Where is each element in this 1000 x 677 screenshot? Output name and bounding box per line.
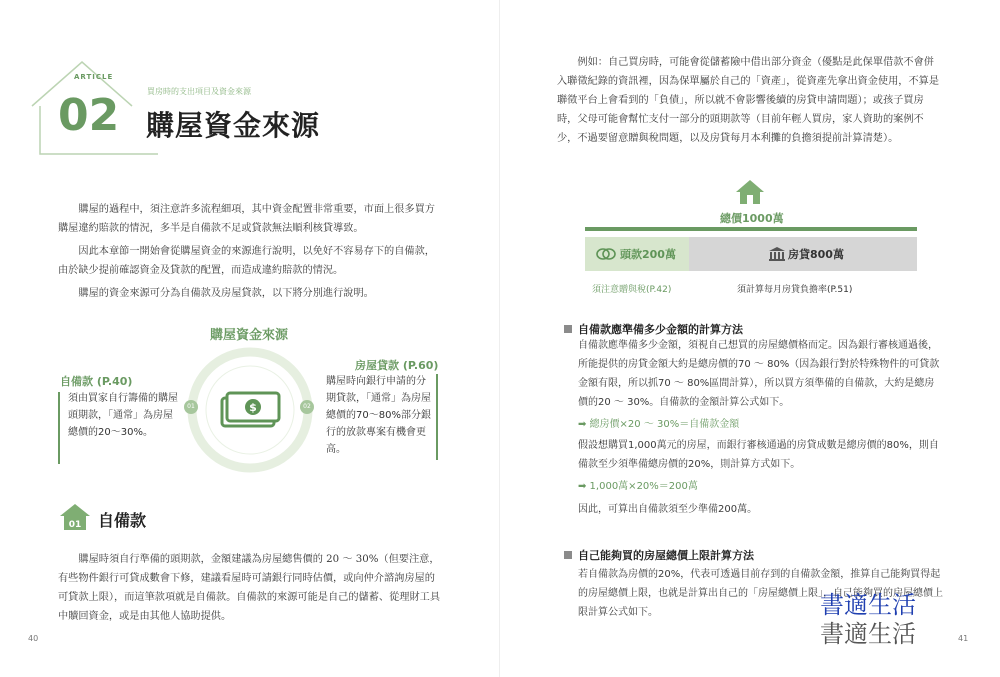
subsection-1-example: 假設想購買1,000萬元的房屋，而銀行審核通過的房貸成數是總房價的80%，則自備款至少須準備總房價的20%，則計算方式如下。 [578, 440, 939, 470]
badge-right: 02 [300, 400, 314, 414]
handshake-icon [596, 247, 616, 261]
watermark-blue: 書適生活 [820, 591, 916, 619]
intro-paragraph: 因此本章節一開始會從購屋資金的來源進行說明，以免好不容易存下的自備款，由於缺少提前確認資金及貸款的配置，而造成違約賠款的情況。 [58, 246, 435, 276]
total-bar-line [585, 227, 917, 231]
svg-text:$: $ [249, 401, 257, 414]
diagram-title: 購屋資金來源 [210, 328, 289, 343]
right-page [500, 0, 1000, 677]
subsection-body-1 [578, 336, 943, 519]
article-number: 02 [58, 90, 120, 141]
subsection-heading-2 [564, 544, 754, 563]
subsection-2-paragraph: 若自備款為房價的20%，代表可透過目前存到的自備款金額，推算自己能夠買得起的房屋總價上限，也就是計算出自己的「房屋總價上限」，自己能夠買的房屋總價上限計算公式如下。 [578, 569, 943, 618]
money-stack-icon [218, 386, 282, 434]
intro-block [58, 200, 443, 303]
section-title: 自備款 [98, 511, 147, 530]
formula-example: ➡ 1,000萬×20%＝200萬 [578, 481, 698, 492]
self-fund-heading: 自備款 (P.40) [60, 375, 133, 388]
downpayment-label: 頭款200萬 [620, 248, 676, 261]
example-paragraph: 例如：自己買房時，可能會從儲蓄險中借出部分資金（優點是此保單借款不會併入聯徵紀錄的資訊裡，因為保單屬於自己的「資產」，從資產先拿出資金使用，不算是聯徵平台上會看到的「負債」，所以就不會影響後續的房貸申請問題）；或孩子買房時，父母可能會幫忙支付一部分的頭期款等（目前年輕人買房，家人資助的案例不少，不過要留意贈與稅問題，以及房貸每月本利攤的負擔須提前計算清楚）。 [557, 57, 940, 144]
square-bullet-icon [564, 551, 572, 559]
intro-paragraph: 購屋的資金來源可分為自備款及房屋貸款，以下將分別進行說明。 [78, 288, 374, 299]
badge-left: 01 [184, 400, 198, 414]
section-paragraph: 購屋時須自行準備的頭期款，金額建議為房屋總售價的 20 ～ 30%（但要注意，有些物件銀行可貸成數會下修，建議看屋時可請銀行同時估價，或向仲介諮詢房屋的可貸款上限），而這筆款項就是自備款。自備款的來源可能是自己的儲蓄、從理財工具中贖回資金，或是由其他人協助提供。 [58, 554, 441, 622]
subsection-1-conclusion: 因此，可算出自備款須至少準備200萬。 [578, 504, 758, 515]
page-number-right: 41 [958, 634, 969, 643]
subsection-title-1: 自備款應準備多少金額的計算方法 [578, 323, 743, 336]
left-bracket-line [58, 392, 60, 464]
page-number-left: 40 [28, 634, 39, 643]
square-bullet-icon [564, 325, 572, 333]
mortgage-heading: 房屋貸款 (P.60) [355, 359, 439, 372]
intro-paragraph: 購屋的過程中，須注意許多流程細項，其中資金配置非常重要，市面上很多買方購屋違約賠款的情況，多半是自備款不足或貸款無法順利核貸導致。 [58, 204, 435, 234]
section-house-icon [58, 502, 92, 532]
house-icon [734, 178, 766, 206]
self-fund-text: 須由買家自行籌備的購屋頭期款，「通常」為房屋總價的20～30%。 [68, 393, 178, 438]
subsection-heading-1 [564, 318, 743, 337]
article-label: ARTICLE [74, 73, 114, 81]
bank-icon [768, 246, 786, 262]
watermark-gray: 書適生活 [820, 620, 916, 648]
subsection-title-2: 自己能夠買的房屋總價上限計算方法 [578, 549, 754, 562]
svg-text:01: 01 [68, 520, 82, 530]
total-price-label: 總價1000萬 [720, 212, 784, 225]
section-body [58, 550, 443, 626]
right-bracket-line [436, 374, 438, 460]
subsection-1-paragraph: 自備款應準備多少金額，須視自己想買的房屋總價格而定。因為銀行審核通過後，所能提供的房貸金額大約是總房價的70 ～ 80%（因為銀行對於特殊物件的可貸款金額有限，所以抓70 ～ 80%區間計算），所以買方須準備的自備款，大約是總房價的20 ～ 30%。自備款的金額計算公式如下。 [578, 340, 940, 408]
formula-self-fund: ➡ 總房價×20 ～ 30%＝自備款金額 [578, 419, 740, 430]
mortgage-burden-note: 須計算每月房貸負擔率(P.51) [737, 285, 853, 295]
mortgage-text: 購屋時向銀行申請的分期貸款，「通常」為房屋總價的70～80%部分銀行的放款專案有機會更高。 [326, 376, 431, 455]
page-title: 購屋資金來源 [146, 109, 321, 142]
article-subtitle: 買房時的支出項目及資金來源 [147, 87, 251, 96]
gift-tax-note: 須注意贈與稅(P.42) [592, 285, 672, 295]
mortgage-label: 房貸800萬 [788, 248, 844, 261]
example-block [557, 53, 942, 148]
